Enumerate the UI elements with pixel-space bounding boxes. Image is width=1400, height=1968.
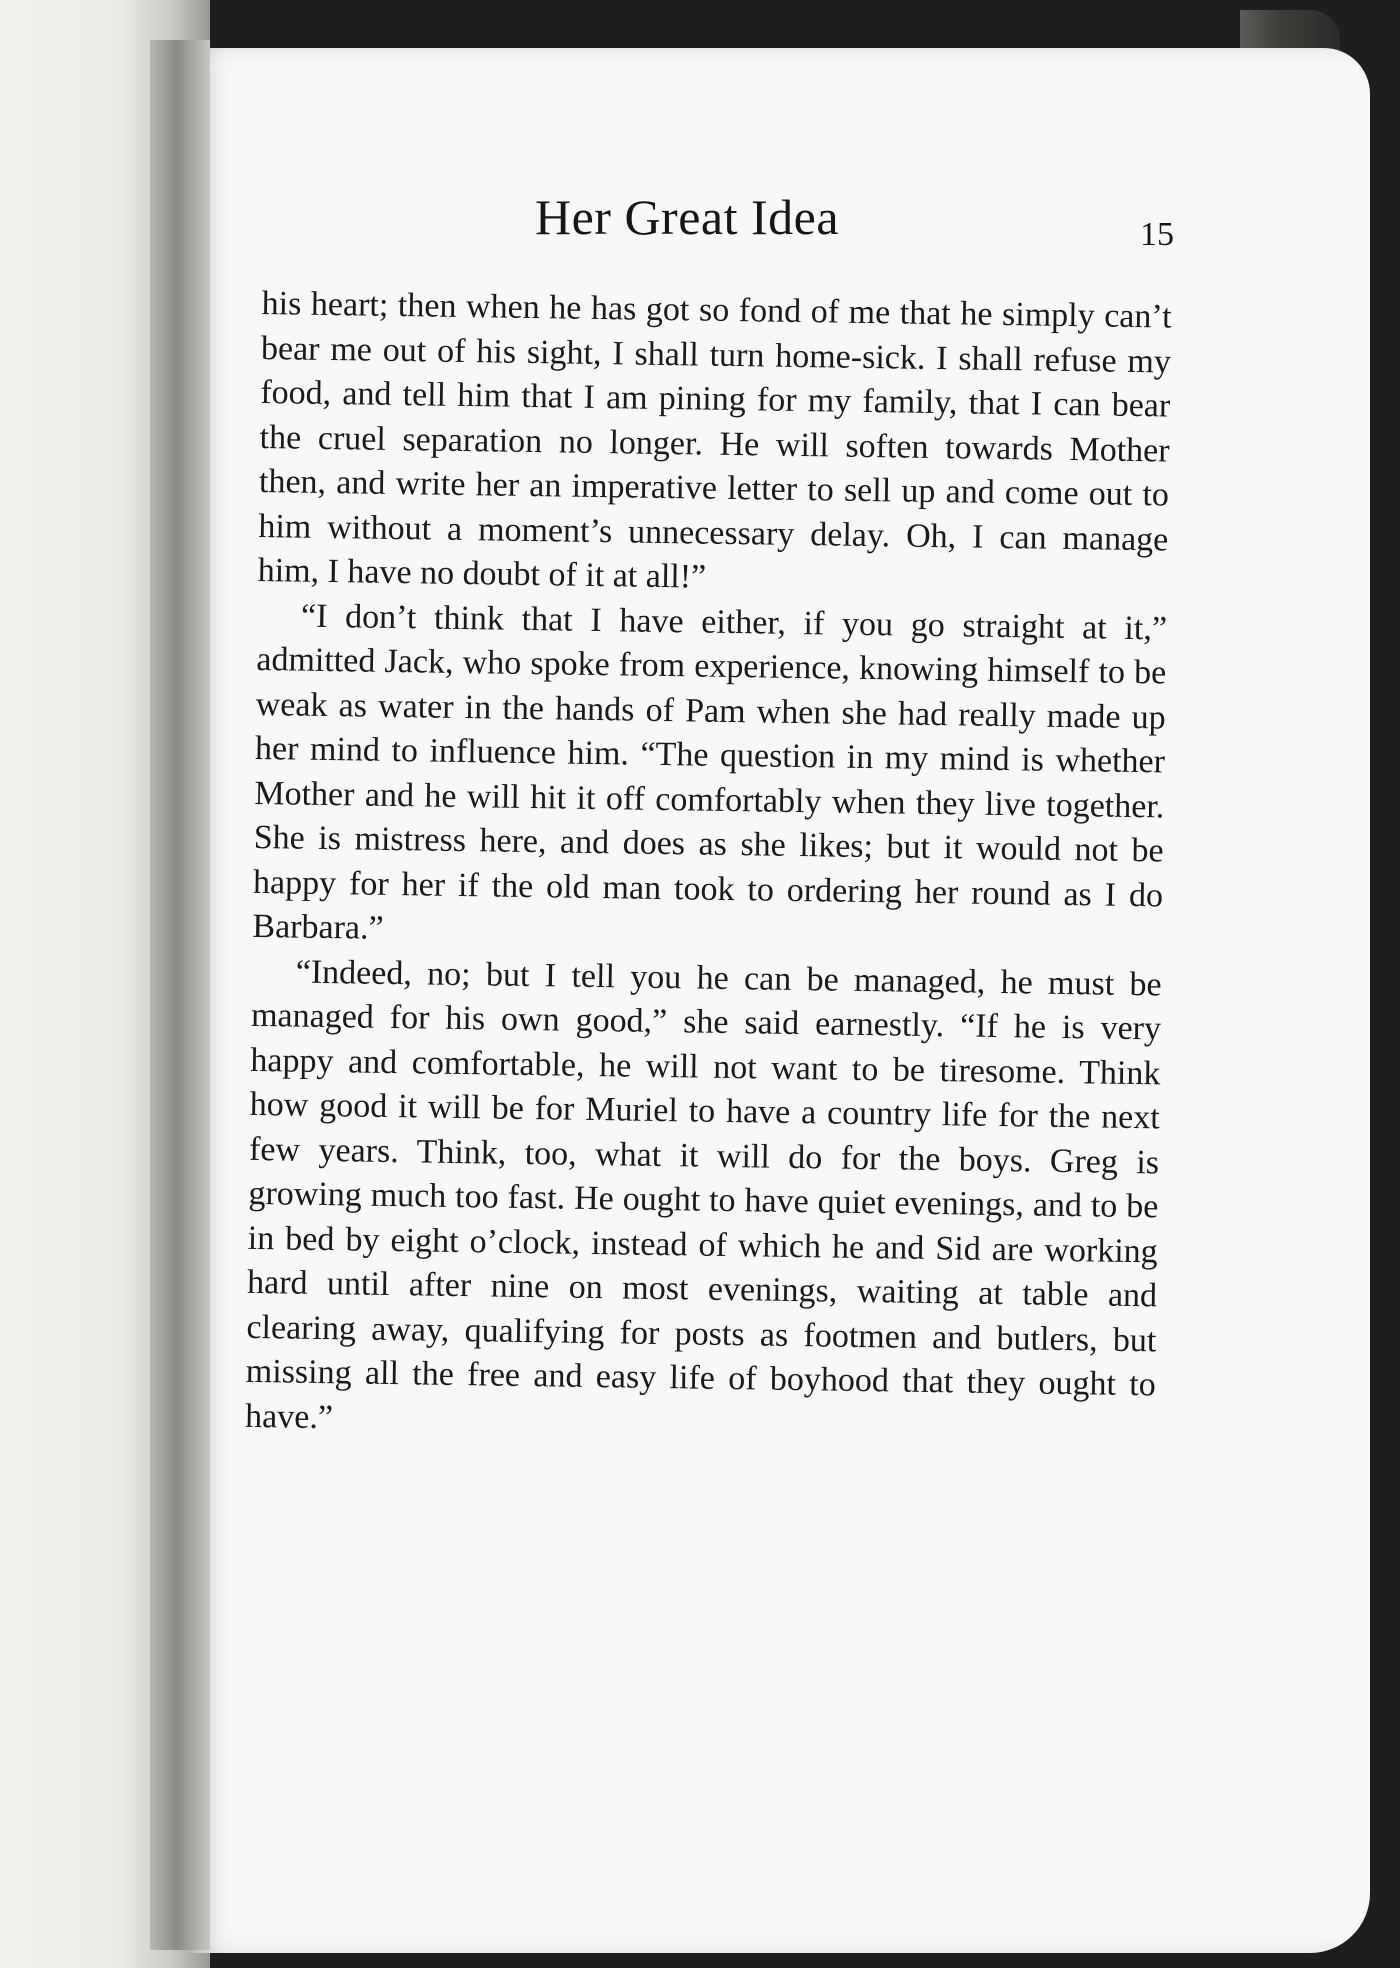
book-gutter [150, 40, 210, 1950]
page-header [0, 188, 1400, 258]
paragraph-3: “Indeed, no; but I tell you he can be managed, he must be managed for his own good,” she said earnestly. “If he is very happy and comfortable, he will not want to be tiresome. Think how good it will be for Muriel to have a country life for the next few years. Think, too, what it will do for the boys. Greg is growing much too fast. He ought to have quiet evenings, and to be in bed by eight o’clock, instead of which he and Sid are working hard until after nine on most evenings, waiting at table and clearing away, qualifying for posts as footmen and butlers, but missing all the free and easy life of boyhood that they ought to have.” [244, 953, 1162, 1436]
paragraph-2: “I don’t think that I have either, if you go straight at it,” admitted Jack, who spoke from experience, knowing himself to be weak as water in the hands of Pam when she had really made up her mind to influence him. “The question in my mind is whether Mother and he will hit it off comfortably when they live together. She is mistress here, and does as she likes; but it would not be happy for her if the old man took to ordering her round as I do Barbara.” [252, 597, 1168, 947]
running-title: Her Great Idea [535, 189, 840, 245]
page-number: 15 [1140, 216, 1174, 253]
paragraph-1: his heart; then when he has got so fond of me that he simply can’t bear me out of his sight, I shall turn home-sick. I shall refuse my food, and tell him that I am pining for my family, that I can bear the cruel separation no longer. He will soften towards Mother then, and write her an imperative letter to sell up and come out to him without a moment’s unnecessary delay. Oh, I can manage him, I have no doubt of it at all!” [257, 284, 1172, 596]
body-text [245, 282, 1172, 1452]
